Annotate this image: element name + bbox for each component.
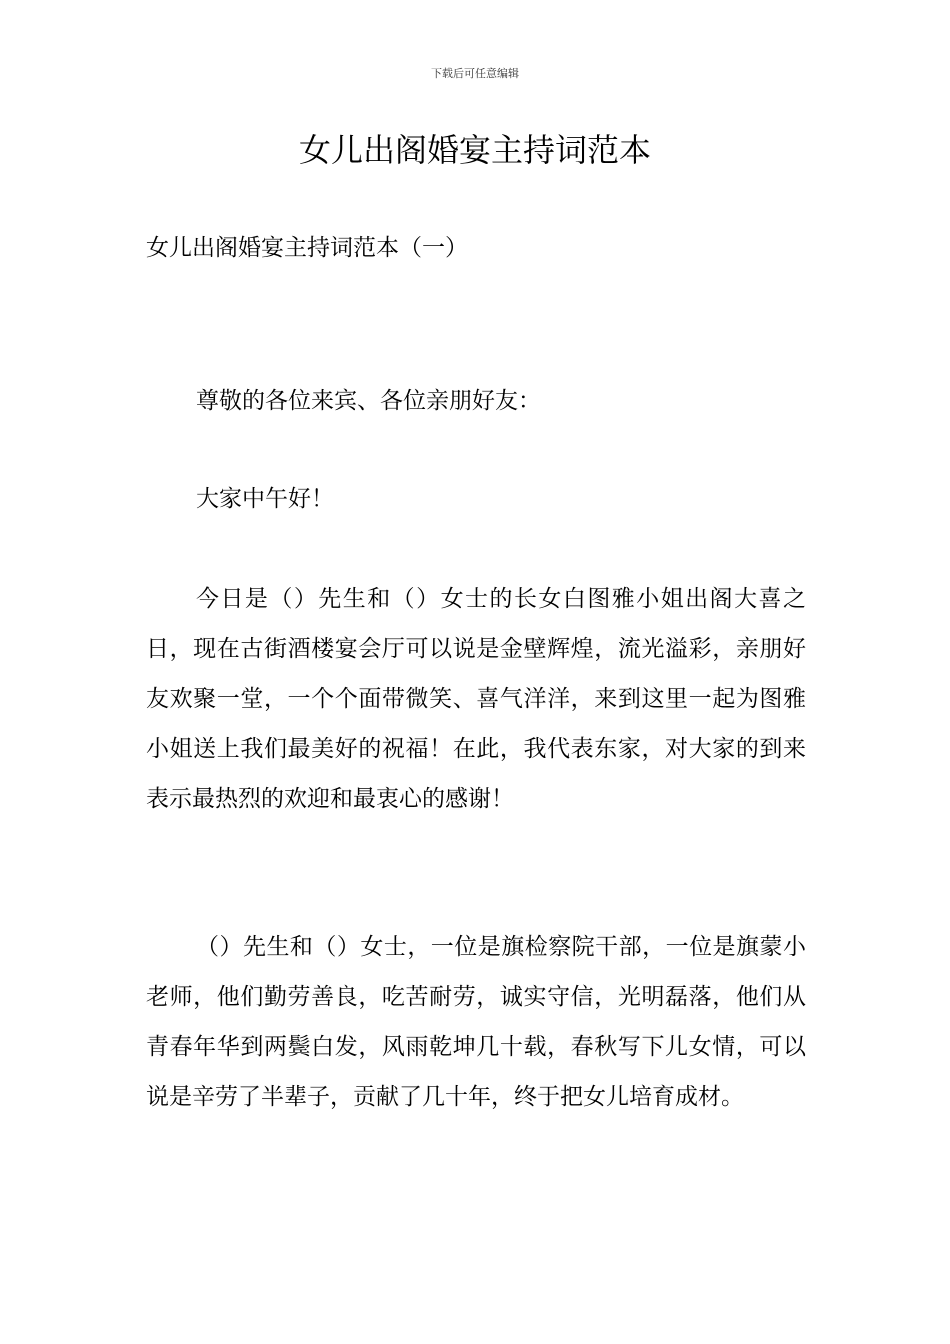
- section-heading: 女儿出阁婚宴主持词范本（一）: [146, 235, 468, 261]
- paragraph-welcome: 今日是（）先生和（）女士的长女白图雅小姐出阁大喜之日，现在古街酒楼宴会厅可以说是金壁辉煌，流光溢彩，亲朋好友欢聚一堂，一个个面带微笑、喜气洋洋，来到这里一起为图雅小姐送上我们最美好的祝福！在此，我代表东家，对大家的到来表示最热烈的欢迎和最衷心的感谢！: [146, 586, 806, 812]
- paragraph-parents: （）先生和（）女士，一位是旗检察院干部，一位是旗蒙小老师，他们勤劳善良，吃苦耐劳，诚实守信，光明磊落，他们从青春年华到两鬓白发，风雨乾坤几十载，春秋写下儿女情，可以说是辛劳了半辈子，贡献了几十年，终于把女儿培育成材。: [146, 934, 806, 1110]
- document-title: 女儿出阁婚宴主持词范本: [298, 131, 651, 169]
- paragraph-greeting: 尊敬的各位来宾、各位亲朋好友：: [196, 388, 541, 414]
- header-note: 下载后可任意编辑: [431, 67, 519, 80]
- paragraph-hello: 大家中午好！: [196, 486, 334, 512]
